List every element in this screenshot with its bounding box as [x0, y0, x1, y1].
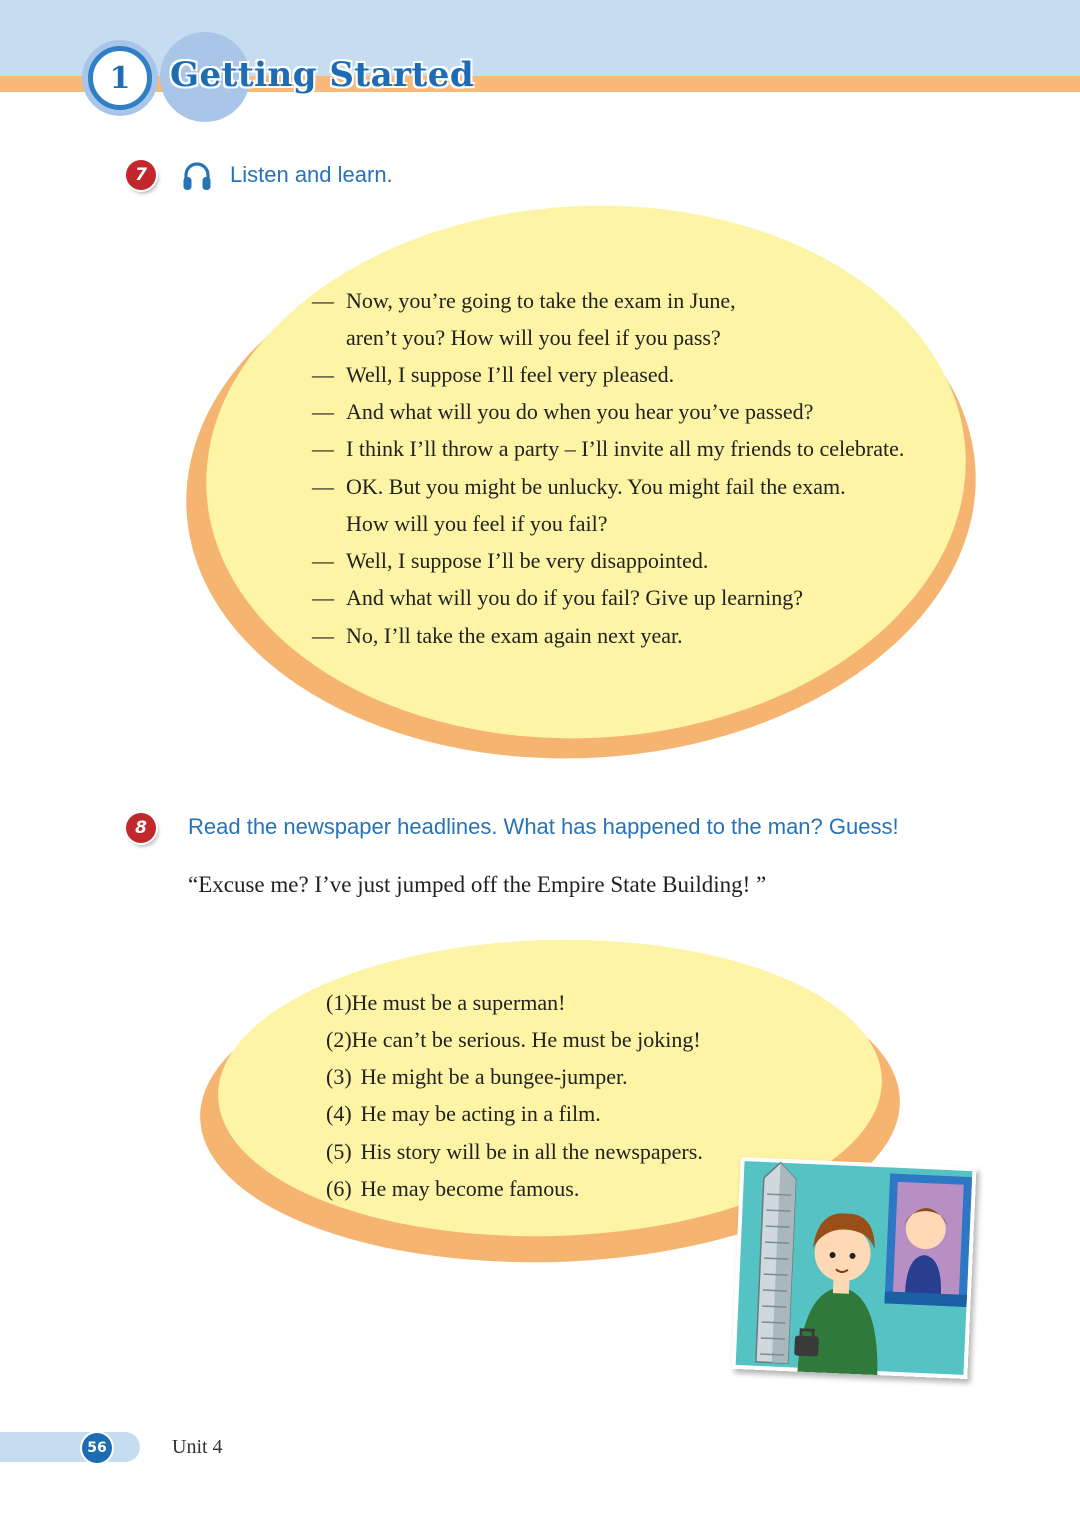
option-number: (4)	[326, 1101, 352, 1126]
option-number: (1)	[326, 990, 352, 1015]
dialogue-text: aren’t you? How will you feel if you pass?	[346, 325, 721, 350]
activity-8-instruction: Read the newspaper headlines. What has happened to the man? Guess!	[188, 814, 899, 839]
option-text: He can’t be serious. He must be joking!	[351, 1027, 701, 1052]
footer-band	[0, 1432, 140, 1462]
option-text: He might be a bungee-jumper.	[360, 1064, 628, 1089]
dialogue-dash: —	[312, 399, 334, 424]
option-item	[326, 1027, 701, 1053]
dialogue-text: Well, I suppose I’ll be very disappointed.	[346, 548, 709, 573]
option-text: His story will be in all the newspapers.	[360, 1139, 703, 1164]
dialogue-text: OK. But you might be unlucky. You might fail the exam.	[346, 474, 846, 499]
window-image	[884, 1173, 972, 1306]
option-number: (5)	[326, 1139, 352, 1164]
dialogue-dash: —	[312, 623, 334, 648]
dialogue-dash: —	[312, 474, 334, 499]
cartoon-illustration	[731, 1157, 976, 1379]
option-item	[326, 1101, 601, 1127]
dialogue-text: I think I’ll throw a party – I’ll invite all my friends to celebrate.	[346, 436, 905, 461]
option-item	[326, 1139, 703, 1165]
section-title: Getting Started	[170, 55, 475, 95]
headphones-icon	[182, 160, 212, 192]
activity-8-number-badge: 8	[126, 813, 156, 843]
dialogue-text: Now, you’re going to take the exam in June,	[346, 288, 736, 313]
option-item	[326, 1176, 579, 1202]
dialogue-lines	[312, 288, 952, 668]
dialogue-text: How will you feel if you fail?	[346, 511, 608, 536]
dialogue-dash: —	[312, 362, 334, 387]
option-text: He may be acting in a film.	[360, 1101, 601, 1126]
dialogue-text: And what will you do if you fail? Give up learning?	[346, 585, 804, 610]
option-item	[326, 990, 565, 1016]
option-number: (3)	[326, 1064, 352, 1089]
dialogue-dash: —	[312, 548, 334, 573]
option-number: (2)	[326, 1027, 352, 1052]
headline-quote: “Excuse me? I’ve just jumped off the Empire State Building! ”	[188, 872, 767, 897]
option-text: He may become famous.	[360, 1176, 580, 1201]
dialogue-dash: —	[312, 288, 334, 313]
dialogue-text: No, I’ll take the exam again next year.	[346, 623, 683, 648]
dialogue-text: And what will you do when you hear you’ve passed?	[346, 399, 814, 424]
activity-7-instruction: Listen and learn.	[230, 162, 393, 187]
option-text: He must be a superman!	[351, 990, 566, 1015]
section-number-badge: 1	[88, 46, 152, 110]
dialogue-dash: —	[312, 436, 334, 461]
page-number: 56	[82, 1433, 112, 1463]
dialogue-dash: —	[312, 585, 334, 610]
activity-7-number-badge: 7	[126, 160, 156, 190]
dialogue-text: Well, I suppose I’ll feel very pleased.	[346, 362, 675, 387]
unit-label: Unit 4	[172, 1436, 223, 1458]
option-item	[326, 1064, 628, 1090]
option-number: (6)	[326, 1176, 352, 1201]
